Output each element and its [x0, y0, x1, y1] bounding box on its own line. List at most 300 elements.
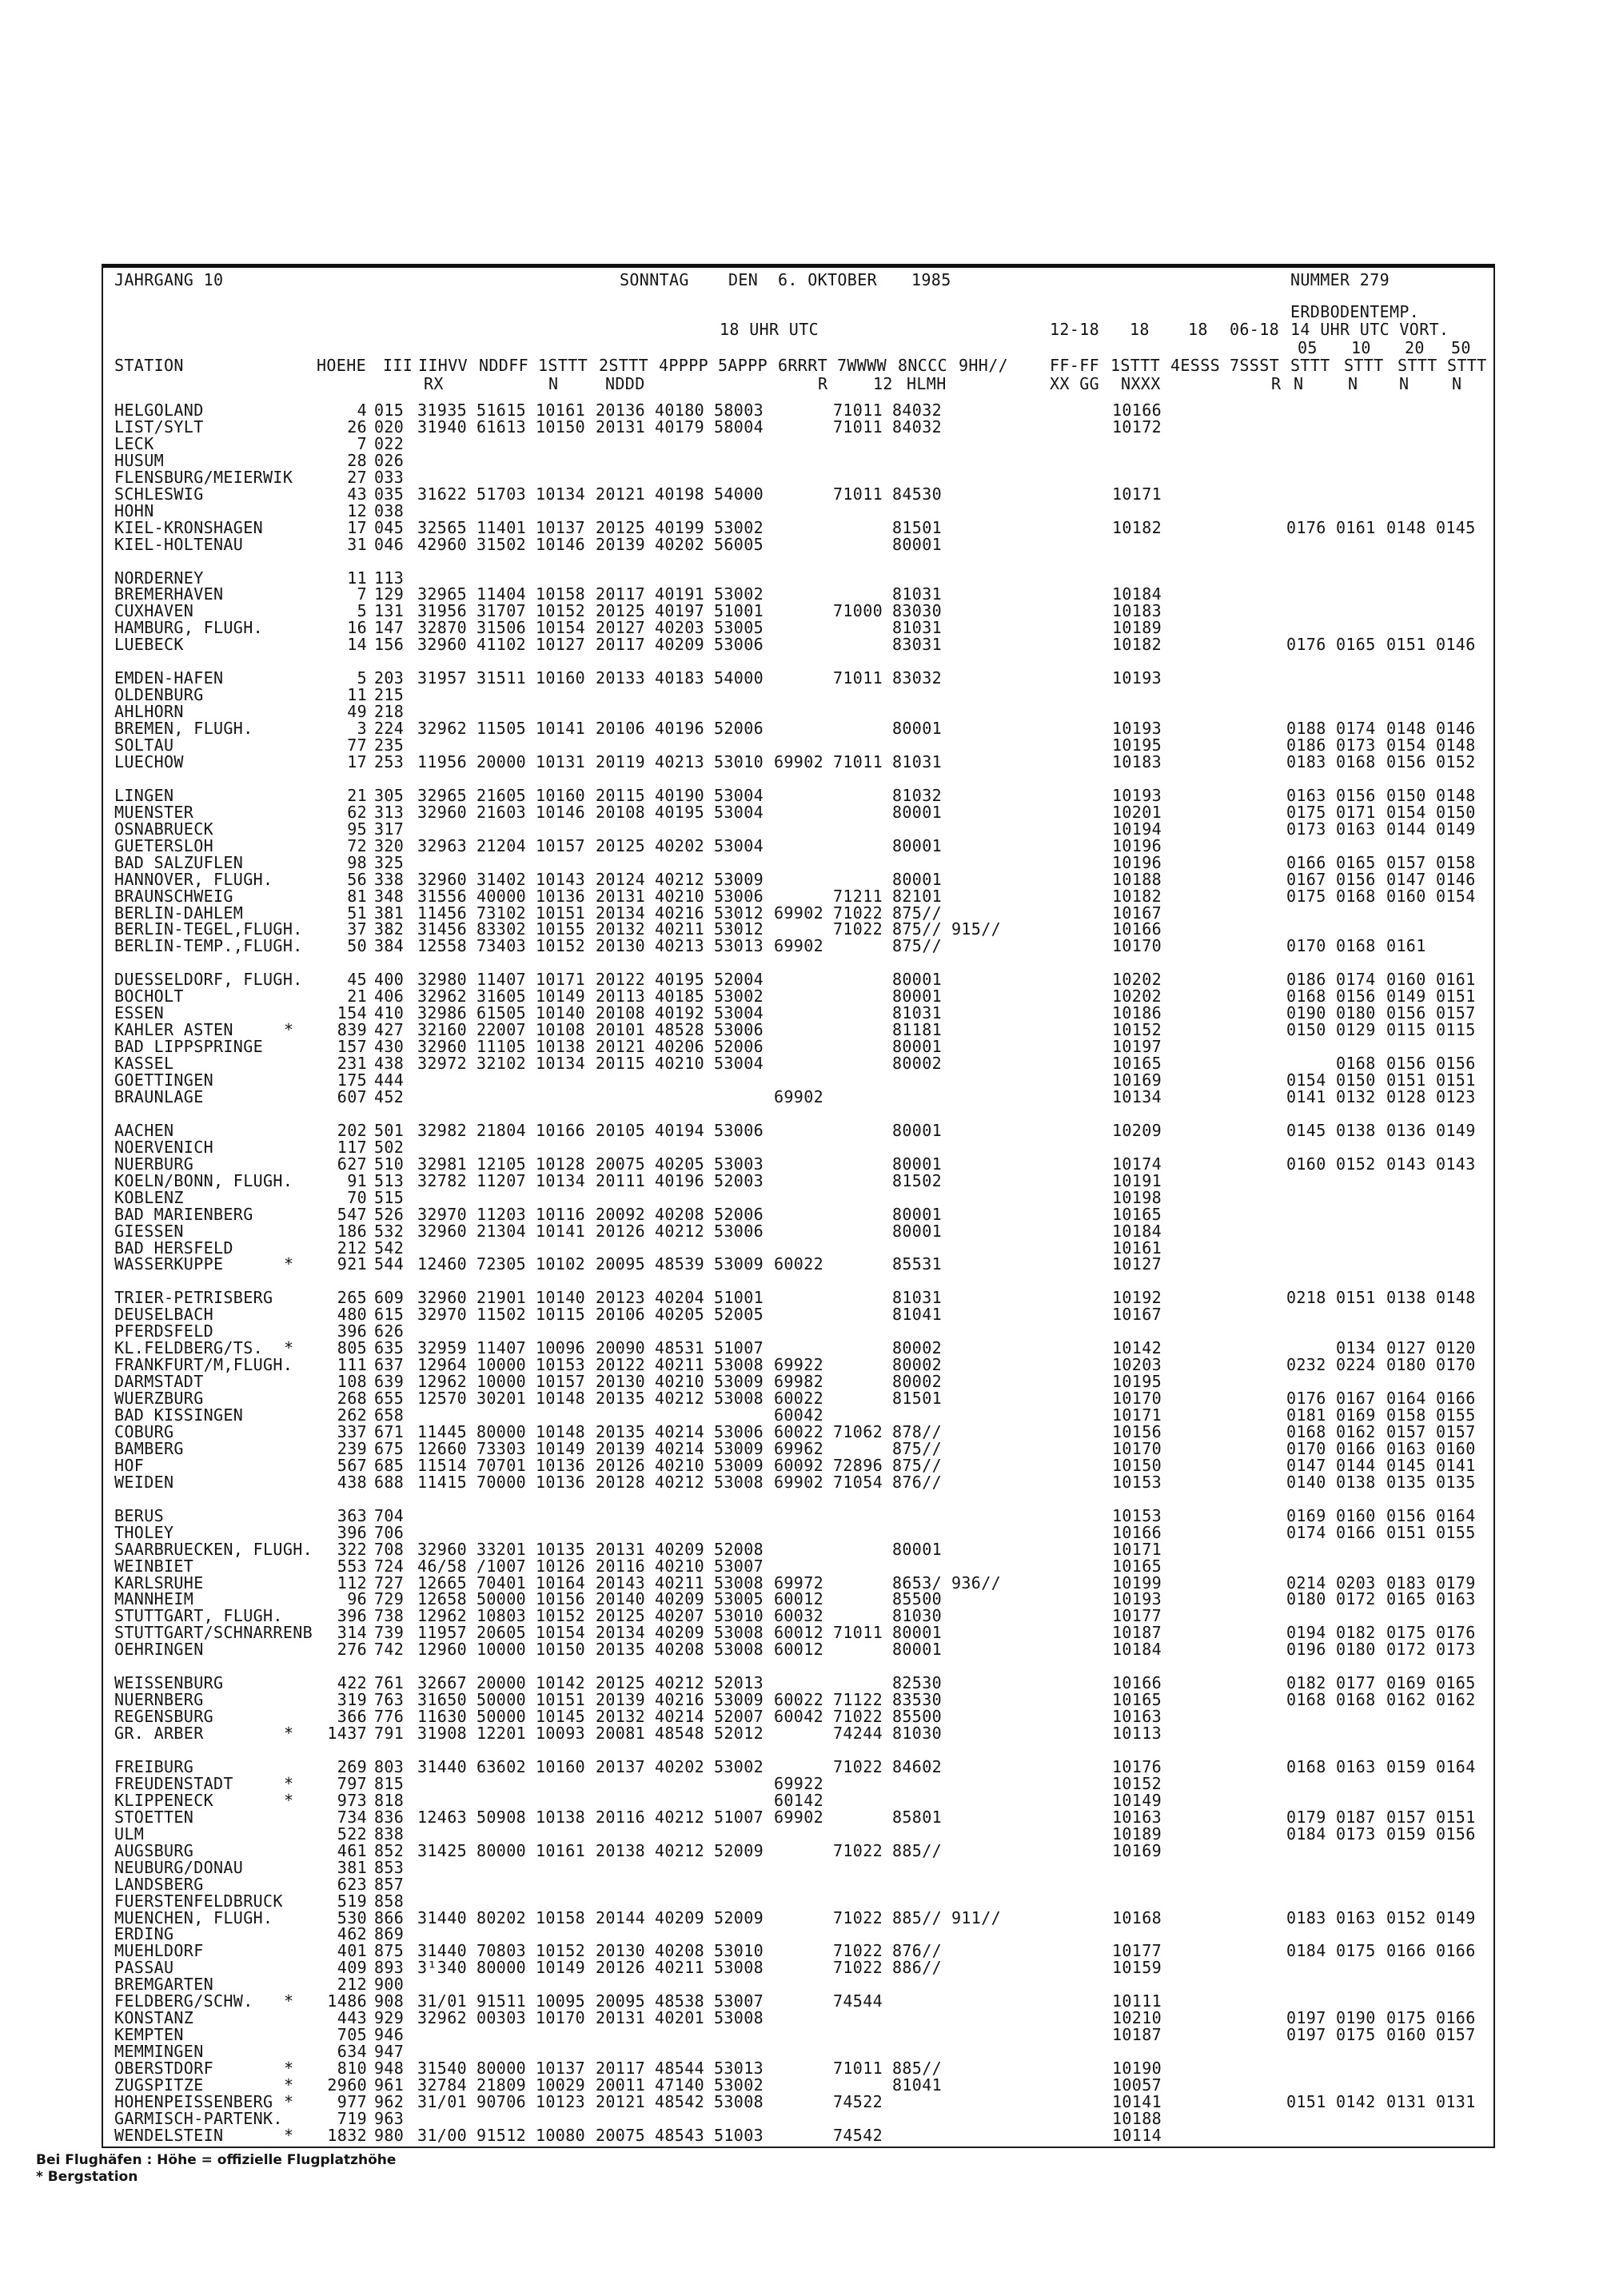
station-name: BRAUNLAGE [114, 1086, 204, 1106]
2sttt: 20139 [596, 534, 646, 554]
soil-50: 0165 [1436, 1673, 1476, 1693]
soil-10: 0165 [1336, 635, 1376, 655]
soil-20: 0159 [1386, 1824, 1426, 1844]
6rrrt: 69902 [774, 751, 824, 771]
soil-50: 0157 [1436, 2025, 1476, 2045]
max-temp: 10170 [1112, 1389, 1162, 1409]
iihvv: 32965 [417, 785, 468, 805]
station-name: MUEHLDORF [114, 1941, 204, 1961]
iihvv: 32982 [417, 1120, 468, 1140]
height: 7 [357, 433, 367, 453]
height: 381 [337, 1857, 367, 1877]
height: 396 [337, 1522, 367, 1542]
station-name: WENDELSTEIN [114, 2125, 224, 2145]
iii: 131 [374, 601, 405, 621]
iii: 738 [374, 1606, 405, 1626]
iii: 526 [374, 1204, 405, 1224]
soil-05: 0154 [1286, 1070, 1326, 1090]
1sttt: 10137 [536, 517, 586, 537]
iii: 224 [374, 719, 405, 739]
iihvv: 11456 [417, 903, 468, 923]
soil-05: 0140 [1286, 1472, 1326, 1492]
soil-10: 0161 [1336, 517, 1376, 537]
nddff: 70000 [477, 1472, 527, 1492]
1sttt: 10096 [536, 1338, 586, 1358]
2sttt: 20108 [596, 1003, 646, 1023]
nddff: 11502 [477, 1305, 527, 1325]
5appp: 53002 [714, 1756, 764, 1776]
max-temp: 10167 [1112, 1305, 1162, 1325]
station-name: SAARBRUECKEN, FLUGH. [114, 1539, 313, 1559]
soil-50: 0161 [1436, 970, 1476, 990]
height: 462 [337, 1924, 367, 1944]
8nccc: 886// [892, 1958, 943, 1978]
2sttt: 20115 [596, 1054, 646, 1074]
max-temp: 10163 [1112, 1707, 1162, 1727]
height: 396 [337, 1321, 367, 1341]
6rrrt: 69902 [774, 1086, 824, 1106]
6rrrt: 60092 [774, 1455, 824, 1475]
soil-10: 0138 [1336, 1120, 1376, 1140]
column-4esss: 4ESSS [1170, 356, 1221, 375]
iihvv: 31440 [417, 1941, 468, 1961]
max-temp: 10127 [1112, 1254, 1162, 1274]
station-name: LUECHOW [114, 751, 184, 771]
5appp: 52012 [714, 1724, 764, 1744]
8nccc: 81031 [892, 618, 943, 638]
station-name: LINGEN [114, 785, 174, 805]
nddff: 61505 [477, 1003, 527, 1023]
station-name: WEIDEN [114, 1472, 174, 1492]
height: 921 [337, 1254, 367, 1274]
1sttt: 10152 [536, 1606, 586, 1626]
8nccc: 83030 [892, 601, 943, 621]
nddff: 40000 [477, 886, 527, 906]
iii: 791 [374, 1724, 405, 1744]
6rrrt: 60012 [774, 1640, 824, 1660]
soil-50: 0166 [1436, 2008, 1476, 2028]
soil-50: 0146 [1436, 869, 1476, 889]
iihvv: 12463 [417, 1807, 468, 1827]
station-name: TRIER-PETRISBERG [114, 1288, 273, 1308]
iihvv: 46/58 [417, 1556, 468, 1576]
station-name: MANNHEIM [114, 1589, 194, 1609]
4pppp: 40214 [655, 1421, 705, 1441]
4pppp: 48544 [655, 2059, 705, 2079]
5appp: 58003 [714, 401, 764, 420]
iii: 615 [374, 1305, 405, 1325]
iihvv: 42960 [417, 534, 468, 554]
5appp: 53008 [714, 1472, 764, 1492]
soil-05: 0184 [1286, 1824, 1326, 1844]
observation-time: 18 UHR UTC [720, 320, 819, 339]
max-temp: 10166 [1112, 1522, 1162, 1542]
max-temp: 10184 [1112, 1221, 1162, 1241]
height: 438 [337, 1472, 367, 1492]
2sttt: 20116 [596, 1556, 646, 1576]
2sttt: 20126 [596, 1455, 646, 1475]
station-name: NOERVENICH [114, 1137, 214, 1157]
nddff: 31506 [477, 618, 527, 638]
8nccc: 875// [892, 936, 943, 956]
5appp: 53008 [714, 1958, 764, 1978]
column-stt-10: STTT [1344, 356, 1384, 375]
iii: 729 [374, 1589, 405, 1609]
height: 157 [337, 1037, 367, 1057]
nddff: 22007 [477, 1020, 527, 1040]
1sttt: 10160 [536, 668, 586, 688]
2sttt: 20108 [596, 802, 646, 822]
1sttt: 10158 [536, 1907, 586, 1927]
max-temp: 10184 [1112, 584, 1162, 604]
soil-10: 0156 [1336, 869, 1376, 889]
max-temp: 10193 [1112, 668, 1162, 688]
column-1sttt: 1STTT [538, 356, 588, 375]
8nccc: 80001 [892, 802, 943, 822]
7wwww: 71022 [833, 1941, 883, 1961]
soil-05: 0182 [1286, 1673, 1326, 1693]
soil-20: 0160 [1386, 886, 1426, 906]
period-ff: 12-18 [1050, 320, 1100, 339]
soil-05: 0180 [1286, 1589, 1326, 1609]
1sttt: 10155 [536, 919, 586, 939]
station-name: BAD KISSINGEN [114, 1405, 244, 1425]
1sttt: 10131 [536, 751, 586, 771]
1sttt: 10150 [536, 1640, 586, 1660]
soil-05: 0194 [1286, 1623, 1326, 1643]
8nccc: 80001 [892, 719, 943, 739]
iii: 742 [374, 1640, 405, 1660]
sub-depth-20: N [1399, 374, 1410, 393]
1sttt: 10149 [536, 987, 586, 1006]
7wwww: 71062 [833, 1421, 883, 1441]
2sttt: 20119 [596, 751, 646, 771]
5appp: 53004 [714, 1003, 764, 1023]
station-name: GR. ARBER [114, 1724, 204, 1744]
height: 522 [337, 1824, 367, 1844]
soil-20: 0128 [1386, 1086, 1426, 1106]
soil-50: 0179 [1436, 1573, 1476, 1592]
height: 31 [347, 534, 367, 554]
iii: 544 [374, 1254, 405, 1274]
nddff: 83302 [477, 919, 527, 939]
soil-10: 0172 [1336, 1589, 1376, 1609]
nddff: 10000 [477, 1640, 527, 1660]
4pppp: 40196 [655, 719, 705, 739]
2sttt: 20128 [596, 1472, 646, 1492]
2sttt: 20133 [596, 668, 646, 688]
iii: 452 [374, 1086, 405, 1106]
9hh: 915// [951, 919, 1002, 939]
soil-05: 0196 [1286, 1640, 1326, 1660]
nddff: 70401 [477, 1573, 527, 1592]
5appp: 53007 [714, 1556, 764, 1576]
5appp: 52009 [714, 1840, 764, 1860]
5appp: 53008 [714, 1389, 764, 1409]
4pppp: 40183 [655, 668, 705, 688]
6rrrt: 60012 [774, 1623, 824, 1643]
max-temp: 10209 [1112, 1120, 1162, 1140]
soil-10: 0134 [1336, 1338, 1376, 1358]
iii: 655 [374, 1389, 405, 1409]
8nccc: 80001 [892, 1204, 943, 1224]
mountain-mark: * [284, 2091, 294, 2111]
nddff: 21605 [477, 785, 527, 805]
soil-50: 0166 [1436, 1941, 1476, 1961]
max-temp: 10183 [1112, 751, 1162, 771]
soil-10: 0142 [1336, 2091, 1376, 2111]
8nccc: 885// [892, 1840, 943, 1860]
station-name: LUEBECK [114, 635, 184, 655]
2sttt: 20139 [596, 1438, 646, 1458]
soil-05: 0175 [1286, 886, 1326, 906]
1sttt: 10029 [536, 2075, 586, 2095]
4pppp: 40202 [655, 534, 705, 554]
8nccc: 80001 [892, 534, 943, 554]
2sttt: 20075 [596, 2125, 646, 2145]
5appp: 53005 [714, 618, 764, 638]
soil-20: 0162 [1386, 1690, 1426, 1710]
max-temp: 10189 [1112, 1824, 1162, 1844]
soil-50: 0151 [1436, 987, 1476, 1006]
1sttt: 10157 [536, 1372, 586, 1392]
station-name: HAMBURG, FLUGH. [114, 618, 264, 638]
nddff: 73303 [477, 1438, 527, 1458]
5appp: 52009 [714, 1907, 764, 1927]
2sttt: 20116 [596, 1807, 646, 1827]
sub-depth-05: N [1294, 374, 1304, 393]
5appp: 53004 [714, 835, 764, 855]
station-name: OLDENBURG [114, 685, 204, 705]
max-temp: 10193 [1112, 1589, 1162, 1609]
iii: 929 [374, 2008, 405, 2028]
soil-20: 0175 [1386, 1623, 1426, 1643]
iii: 381 [374, 903, 405, 923]
8nccc: 876// [892, 1941, 943, 1961]
iii: 963 [374, 2108, 405, 2128]
soil-50: 0173 [1436, 1640, 1476, 1660]
iii: 869 [374, 1924, 405, 1944]
8nccc: 80002 [892, 1338, 943, 1358]
max-temp: 10202 [1112, 987, 1162, 1006]
max-temp: 10192 [1112, 1288, 1162, 1308]
iihvv: 31556 [417, 886, 468, 906]
volume-label: JAHRGANG 10 [114, 270, 224, 289]
station-name: HOHN [114, 500, 154, 520]
iii: 317 [374, 819, 405, 839]
iihvv: 31425 [417, 1840, 468, 1860]
soil-05: 0176 [1286, 1389, 1326, 1409]
soil-50: 0170 [1436, 1355, 1476, 1375]
height: 239 [337, 1438, 367, 1458]
max-temp: 10196 [1112, 852, 1162, 872]
8nccc: 84602 [892, 1756, 943, 1776]
soil-50: 0160 [1436, 1438, 1476, 1458]
2sttt: 20134 [596, 1623, 646, 1643]
7wwww: 71022 [833, 919, 883, 939]
nddff: 11407 [477, 970, 527, 990]
iihvv: 31/01 [417, 1991, 468, 2011]
iii: 961 [374, 2075, 405, 2095]
height: 12 [347, 500, 367, 520]
4pppp: 48543 [655, 2125, 705, 2145]
1sttt: 10153 [536, 1355, 586, 1375]
soil-50: 0149 [1436, 1907, 1476, 1927]
iii: 147 [374, 618, 405, 638]
7wwww: 71011 [833, 668, 883, 688]
station-name: BERLIN-DAHLEM [114, 903, 244, 923]
1sttt: 10158 [536, 584, 586, 604]
station-name: CUXHAVEN [114, 601, 194, 621]
station-name: STUTTGART, FLUGH. [114, 1606, 283, 1626]
soil-10: 0173 [1336, 735, 1376, 755]
8nccc: 81032 [892, 785, 943, 805]
soil-05: 0170 [1286, 936, 1326, 956]
1sttt: 10123 [536, 2091, 586, 2111]
iihvv: 31440 [417, 1756, 468, 1776]
7wwww: 71011 [833, 1623, 883, 1643]
mountain-mark: * [284, 1773, 294, 1793]
1sttt: 10148 [536, 1421, 586, 1441]
4pppp: 40194 [655, 1120, 705, 1140]
soil-05: 0190 [1286, 1003, 1326, 1023]
soil-10: 0150 [1336, 1070, 1376, 1090]
2sttt: 20095 [596, 1254, 646, 1274]
4pppp: 40216 [655, 903, 705, 923]
iihvv: 11956 [417, 751, 468, 771]
soil-20: 0156 [1386, 1054, 1426, 1074]
nddff: 50000 [477, 1690, 527, 1710]
sub-2sttt: NDDD [605, 374, 645, 393]
height: 62 [347, 802, 367, 822]
height: 1832 [327, 2125, 367, 2145]
max-temp: 10195 [1112, 735, 1162, 755]
iii: 033 [374, 467, 405, 487]
column-stt-05: STTT [1290, 356, 1330, 375]
height: 175 [337, 1070, 367, 1090]
4pppp: 40211 [655, 1355, 705, 1375]
2sttt: 20131 [596, 1539, 646, 1559]
nddff: 30201 [477, 1389, 527, 1409]
1sttt: 10134 [536, 1170, 586, 1190]
4pppp: 40214 [655, 1707, 705, 1727]
iihvv: 32970 [417, 1204, 468, 1224]
2sttt: 20131 [596, 2008, 646, 2028]
iii: 406 [374, 987, 405, 1006]
station-name: LECK [114, 433, 154, 453]
soil-10: 0168 [1336, 751, 1376, 771]
nddff: 50000 [477, 1707, 527, 1727]
nddff: 21901 [477, 1288, 527, 1308]
height: 16 [347, 618, 367, 638]
soil-50: 0120 [1436, 1338, 1476, 1358]
iihvv: 12460 [417, 1254, 468, 1274]
soil-10: 0224 [1336, 1355, 1376, 1375]
station-name: BRAUNSCHWEIG [114, 886, 233, 906]
soil-05: 0175 [1286, 802, 1326, 822]
soil-10: 0175 [1336, 1941, 1376, 1961]
soil-05: 0168 [1286, 1690, 1326, 1710]
iihvv: 32986 [417, 1003, 468, 1023]
station-name: DARMSTADT [114, 1372, 204, 1392]
4pppp: 40212 [655, 1389, 705, 1409]
8nccc: 84032 [892, 417, 943, 436]
5appp: 53004 [714, 1054, 764, 1074]
soil-10: 0168 [1336, 1690, 1376, 1710]
iii: 818 [374, 1790, 405, 1810]
nddff: 51615 [477, 401, 527, 420]
max-temp: 10174 [1112, 1154, 1162, 1174]
iii: 035 [374, 484, 405, 504]
soil-temp-title: ERDBODENTEMP. [1290, 302, 1420, 321]
station-name: KOBLENZ [114, 1187, 184, 1207]
8nccc: 81031 [892, 584, 943, 604]
5appp: 53006 [714, 1421, 764, 1441]
2sttt: 20092 [596, 1204, 646, 1224]
height: 11 [347, 685, 367, 705]
iii: 626 [374, 1321, 405, 1341]
height: 805 [337, 1338, 367, 1358]
column-iihvv: IIHVV [418, 356, 469, 375]
height: 401 [337, 1941, 367, 1961]
2sttt: 20136 [596, 401, 646, 420]
iihvv: 32960 [417, 1221, 468, 1241]
2sttt: 20122 [596, 1355, 646, 1375]
height: 839 [337, 1020, 367, 1040]
column-hoehe: HOEHE [317, 356, 367, 375]
4pppp: 40197 [655, 601, 705, 621]
height: 212 [337, 1238, 367, 1258]
iii: 866 [374, 1907, 405, 1927]
2sttt: 20131 [596, 417, 646, 436]
max-temp: 10153 [1112, 1472, 1162, 1492]
station-name: LANDSBERG [114, 1874, 204, 1894]
7wwww: 74544 [833, 1991, 883, 2011]
nddff: 73102 [477, 903, 527, 923]
iii: 763 [374, 1690, 405, 1710]
2sttt: 20139 [596, 1690, 646, 1710]
sub-6rrrt: R [818, 374, 828, 393]
station-name: THOLEY [114, 1522, 174, 1542]
iii: 218 [374, 702, 405, 722]
height: 2960 [327, 2075, 367, 2095]
station-name: HUSUM [114, 450, 165, 470]
iihvv: 31/01 [417, 2091, 468, 2111]
iihvv: 32965 [417, 584, 468, 604]
soil-50: 0150 [1436, 802, 1476, 822]
2sttt: 20117 [596, 2059, 646, 2079]
sub-8nccc: HLMH [907, 374, 947, 393]
station-name: GOETTINGEN [114, 1070, 214, 1090]
station-name: OEHRINGEN [114, 1640, 204, 1660]
5appp: 53008 [714, 1355, 764, 1375]
5appp: 51007 [714, 1807, 764, 1827]
station-name: KIEL-HOLTENAU [114, 534, 244, 554]
nddff: 20605 [477, 1623, 527, 1643]
soil-05: 0168 [1286, 987, 1326, 1006]
4pppp: 48542 [655, 2091, 705, 2111]
8nccc: 876// [892, 1472, 943, 1492]
5appp: 53009 [714, 1438, 764, 1458]
soil-20: 0157 [1386, 1807, 1426, 1827]
height: 17 [347, 751, 367, 771]
soil-20: 0151 [1386, 1070, 1426, 1090]
soil-10: 0129 [1336, 1020, 1376, 1040]
iihvv: 31/00 [417, 2125, 468, 2145]
soil-20: 0127 [1386, 1338, 1426, 1358]
height: 81 [347, 886, 367, 906]
table-frame [102, 264, 1495, 2148]
